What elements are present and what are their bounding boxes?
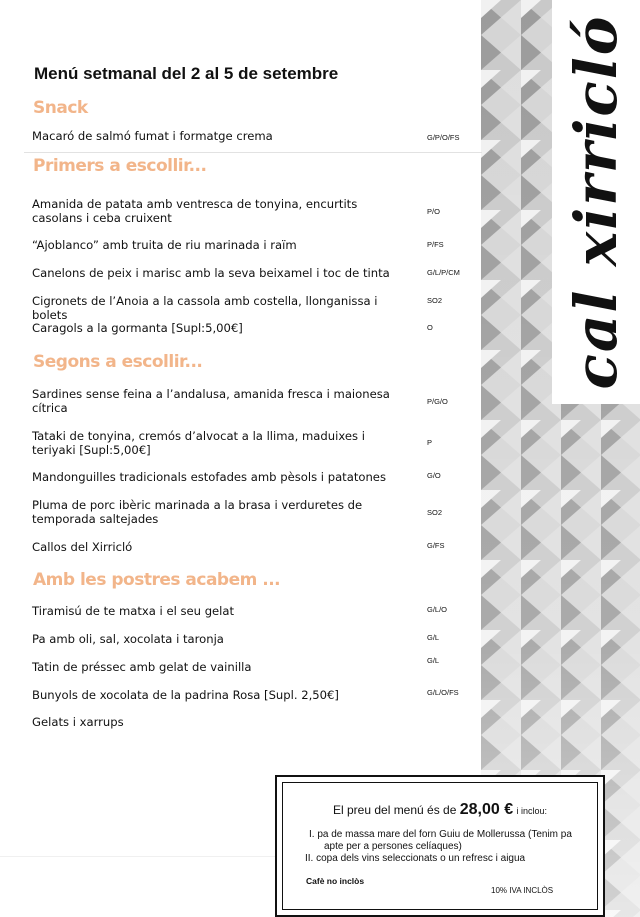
allergen-codes: SO2: [427, 508, 443, 517]
price-intro: El preu del menú és de: [332, 803, 457, 817]
dish-item: Tataki de tonyina, cremós d’alvocat a la llima, maduixes i teriyaki [Supl:5,00€]: [32, 429, 365, 457]
dish-item: Mandonguilles tradicionals estofades amb pèsols i patatones: [32, 470, 386, 484]
section-heading-primers: Primers a escollir...: [33, 156, 207, 176]
section-heading-segons: Segons a escollir...: [33, 352, 203, 372]
allergen-codes: P/O: [427, 207, 440, 216]
dish-item: Bunyols de xocolata de la padrina Rosa [Supl. 2,50€]: [32, 688, 339, 702]
dish-item: Cigronets de l’Anoia a la cassola amb costella, llonganissa i bolets: [32, 294, 378, 322]
dish-item: Pluma de porc ibèric marinada a la brasa i verduretes de temporada saltejades: [32, 498, 363, 526]
dish-item: Gelats i xarrups: [32, 715, 124, 729]
dish-item: Caragols a la gormanta [Supl:5,00€]: [32, 321, 243, 335]
allergen-codes: G/L/O/FS: [427, 688, 459, 697]
dish-item: “Ajoblanco” amb truita de riu marinada i raïm: [32, 238, 297, 252]
dish-item: Sardines sense feina a l’andalusa, amanida fresca i maionesa cítrica: [32, 387, 390, 415]
allergen-codes: G/L/P/CM: [427, 268, 460, 277]
section-heading-postres: Amb les postres acabem ...: [33, 570, 281, 590]
allergen-codes: G/P/O/FS: [427, 133, 460, 142]
dish-item: Tatin de préssec amb gelat de vainilla: [32, 660, 252, 674]
coffee-note: Cafè no inclòs: [306, 876, 365, 886]
allergen-codes: P/FS: [427, 240, 444, 249]
price-box: [275, 775, 605, 917]
dish-item: Callos del Xirricló: [32, 540, 133, 554]
menu-title: Menú setmanal del 2 al 5 de setembre: [34, 64, 339, 83]
dish-item: Canelons de peix i marisc amb la seva beixamel i toc de tinta: [32, 266, 390, 280]
allergen-codes: G/L: [427, 633, 440, 642]
allergen-codes: G/L: [427, 656, 440, 665]
brand-logo: cal xirricló: [562, 14, 630, 390]
allergen-codes: P/G/O: [427, 397, 448, 406]
included-item: I. pa de massa mare del forn Guiu de Mollerussa (Tenim pa: [309, 829, 572, 840]
included-item: apte per a persones celíaques): [324, 841, 462, 852]
dish-item: Macaró de salmó fumat i formatge crema: [32, 129, 273, 143]
price-suffix: i inclou:: [516, 806, 547, 816]
menu-price: 28,00 €: [459, 801, 514, 818]
allergen-codes: G/L/O: [427, 605, 448, 614]
divider: [0, 856, 276, 857]
allergen-codes: G/O: [427, 471, 441, 480]
dish-item: Tiramisú de te matxa i el seu gelat: [32, 604, 235, 618]
included-item: II. copa dels vins seleccionats o un refresc i aigua: [305, 853, 526, 864]
divider: [24, 152, 482, 153]
allergen-codes: P: [427, 438, 433, 447]
allergen-codes: SO2: [427, 296, 443, 305]
allergen-codes: O: [427, 323, 433, 332]
section-heading-snack: Snack: [33, 98, 88, 118]
dish-item: Pa amb oli, sal, xocolata i taronja: [32, 632, 224, 646]
price-line: [283, 801, 597, 819]
allergen-codes: G/FS: [427, 541, 445, 550]
vat-note: 10% IVA INCLÒS: [491, 886, 554, 895]
dish-item: Amanida de patata amb ventresca de tonyina, encurtits casolans i ceba cruixent: [32, 197, 358, 225]
price-box-inner: [282, 782, 598, 910]
